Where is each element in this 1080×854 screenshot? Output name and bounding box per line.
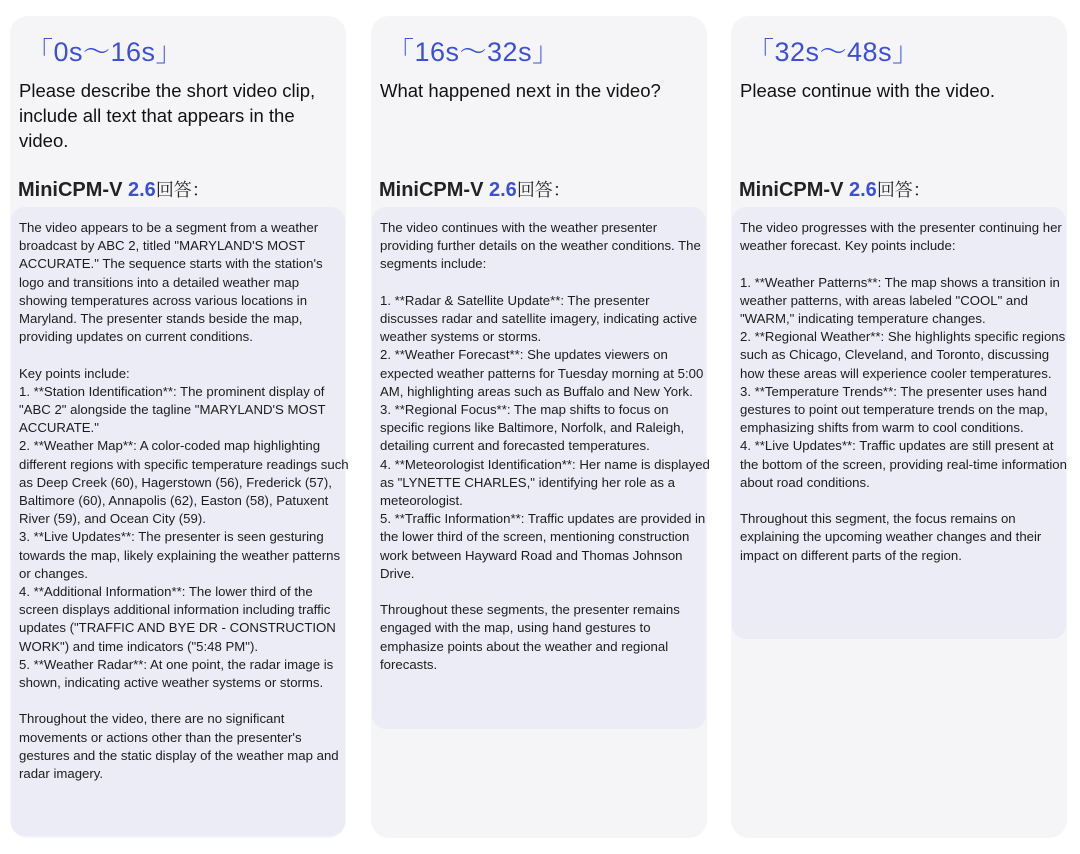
model-answer-text: The video progresses with the presenter continuing her weather forecast. Key points include: 1. **Weather Patterns**: The map shows a transition in weather patterns, with areas labeled "COOL" and "WARM," indicating temperature changes. 2. **Regional Weather**: She highlights specific regions such as Chicago, Cleveland, and Toronto, discussing how these areas will experience cooler temperatures. 3. **Temperature Trends**: The presenter uses hand gestures to point out temperature trends on the map, emphasizing shifts from warm to cool conditions. 4. **Live Updates**: Traffic updates are still present at the bottom of the screen, providing real-time information about road conditions. Throughout this segment, the focus remains on explaining the upcoming weather changes and their impact on different parts of the region.	[740, 220, 1067, 563]
model-version: 2.6	[128, 179, 156, 201]
user-question: Please continue with the video.	[740, 80, 996, 101]
video-segment-panel-3	[731, 16, 1067, 838]
model-version: 2.6	[489, 179, 517, 201]
answer-label: 回答：	[876, 180, 931, 200]
video-segment-panel-1	[10, 16, 349, 838]
model-answer-heading	[739, 176, 931, 202]
video-segment-panel-2	[371, 16, 710, 838]
model-name: MiniCPM-V	[739, 179, 844, 201]
model-version: 2.6	[849, 179, 877, 201]
time-range-label: 「32s～48s」	[747, 37, 920, 67]
model-name: MiniCPM-V	[18, 179, 123, 201]
model-answer-text: The video continues with the weather presenter providing further details on the weather conditions. The segments include: 1. **Radar & Satellite Update**: The presenter discusses radar and satellite imagery, indicating active weather systems or storms. 2. **Weather Forecast**: She updates viewers on expected weather patterns for Tuesday morning at 5:00 AM, highlighting areas such as Buffalo and New York. 3. **Regional Focus**: The map shifts to focus on specific regions like Baltimore, Norfolk, and Raleigh, detailing current and forecasted temperatures. 4. **Meteorologist Identification**: Her name is displayed as "LYNETTE CHARLES," identifying her role as a meteorologist. 5. **Traffic Information**: Traffic updates are provided in the lower third of the screen, mentioning construction work between Hayward Road and Thomas Johnson Drive. Throughout these segments, the presenter remains engaged with the map, using hand gestures to emphasize points about the weather and regional forecasts.	[380, 220, 710, 672]
model-answer-text: The video appears to be a segment from a weather broadcast by ABC 2, titled "MARYLAND'S MOST ACCURATE." The sequence starts with the station's logo and transitions into a detailed weather map showing temperatures across various locations in Maryland. The presenter stands beside the map, providing updates on current conditions. Key points include: 1. **Station Identification**: The prominent display of "ABC 2" alongside the tagline "MARYLAND'S MOST ACCURATE." 2. **Weather Map**: A color-coded map highlighting different regions with specific temperature readings such as Deep Creek (60), Hagerstown (56), Frederick (57), Baltimore (60), Annapolis (62), Easton (58), Patuxent River (59), and Ocean City (59). 3. **Live Updates**: The presenter is seen gesturing towards the map, likely explaining the weather patterns or changes. 4. **Additional Information**: The lower third of the screen displays additional information including traffic updates ("TRAFFIC AND BYE DR - CONSTRUCTION WORK") and time indicators ("5:48 PM"). 5. **Weather Radar**: At one point, the radar image is shown, indicating active weather systems or storms. Throughout the video, there are no significant movements or actions other than the presenter's gestures and the static display of the weather map and radar imagery.	[19, 220, 349, 782]
user-question: What happened next in the video?	[380, 80, 661, 101]
model-answer-box	[732, 207, 1066, 639]
answer-label: 回答：	[155, 180, 210, 200]
user-question: Please describe the short video clip, include all text that appears in the video.	[19, 80, 316, 151]
time-range-label: 「0s～16s」	[26, 37, 184, 67]
model-name: MiniCPM-V	[379, 179, 484, 201]
model-answer-box	[372, 207, 710, 729]
model-answer-box	[11, 207, 349, 836]
model-answer-heading	[18, 176, 210, 202]
answer-label: 回答：	[516, 180, 571, 200]
model-answer-heading	[379, 176, 571, 202]
time-range-label: 「16s～32s」	[387, 37, 560, 67]
